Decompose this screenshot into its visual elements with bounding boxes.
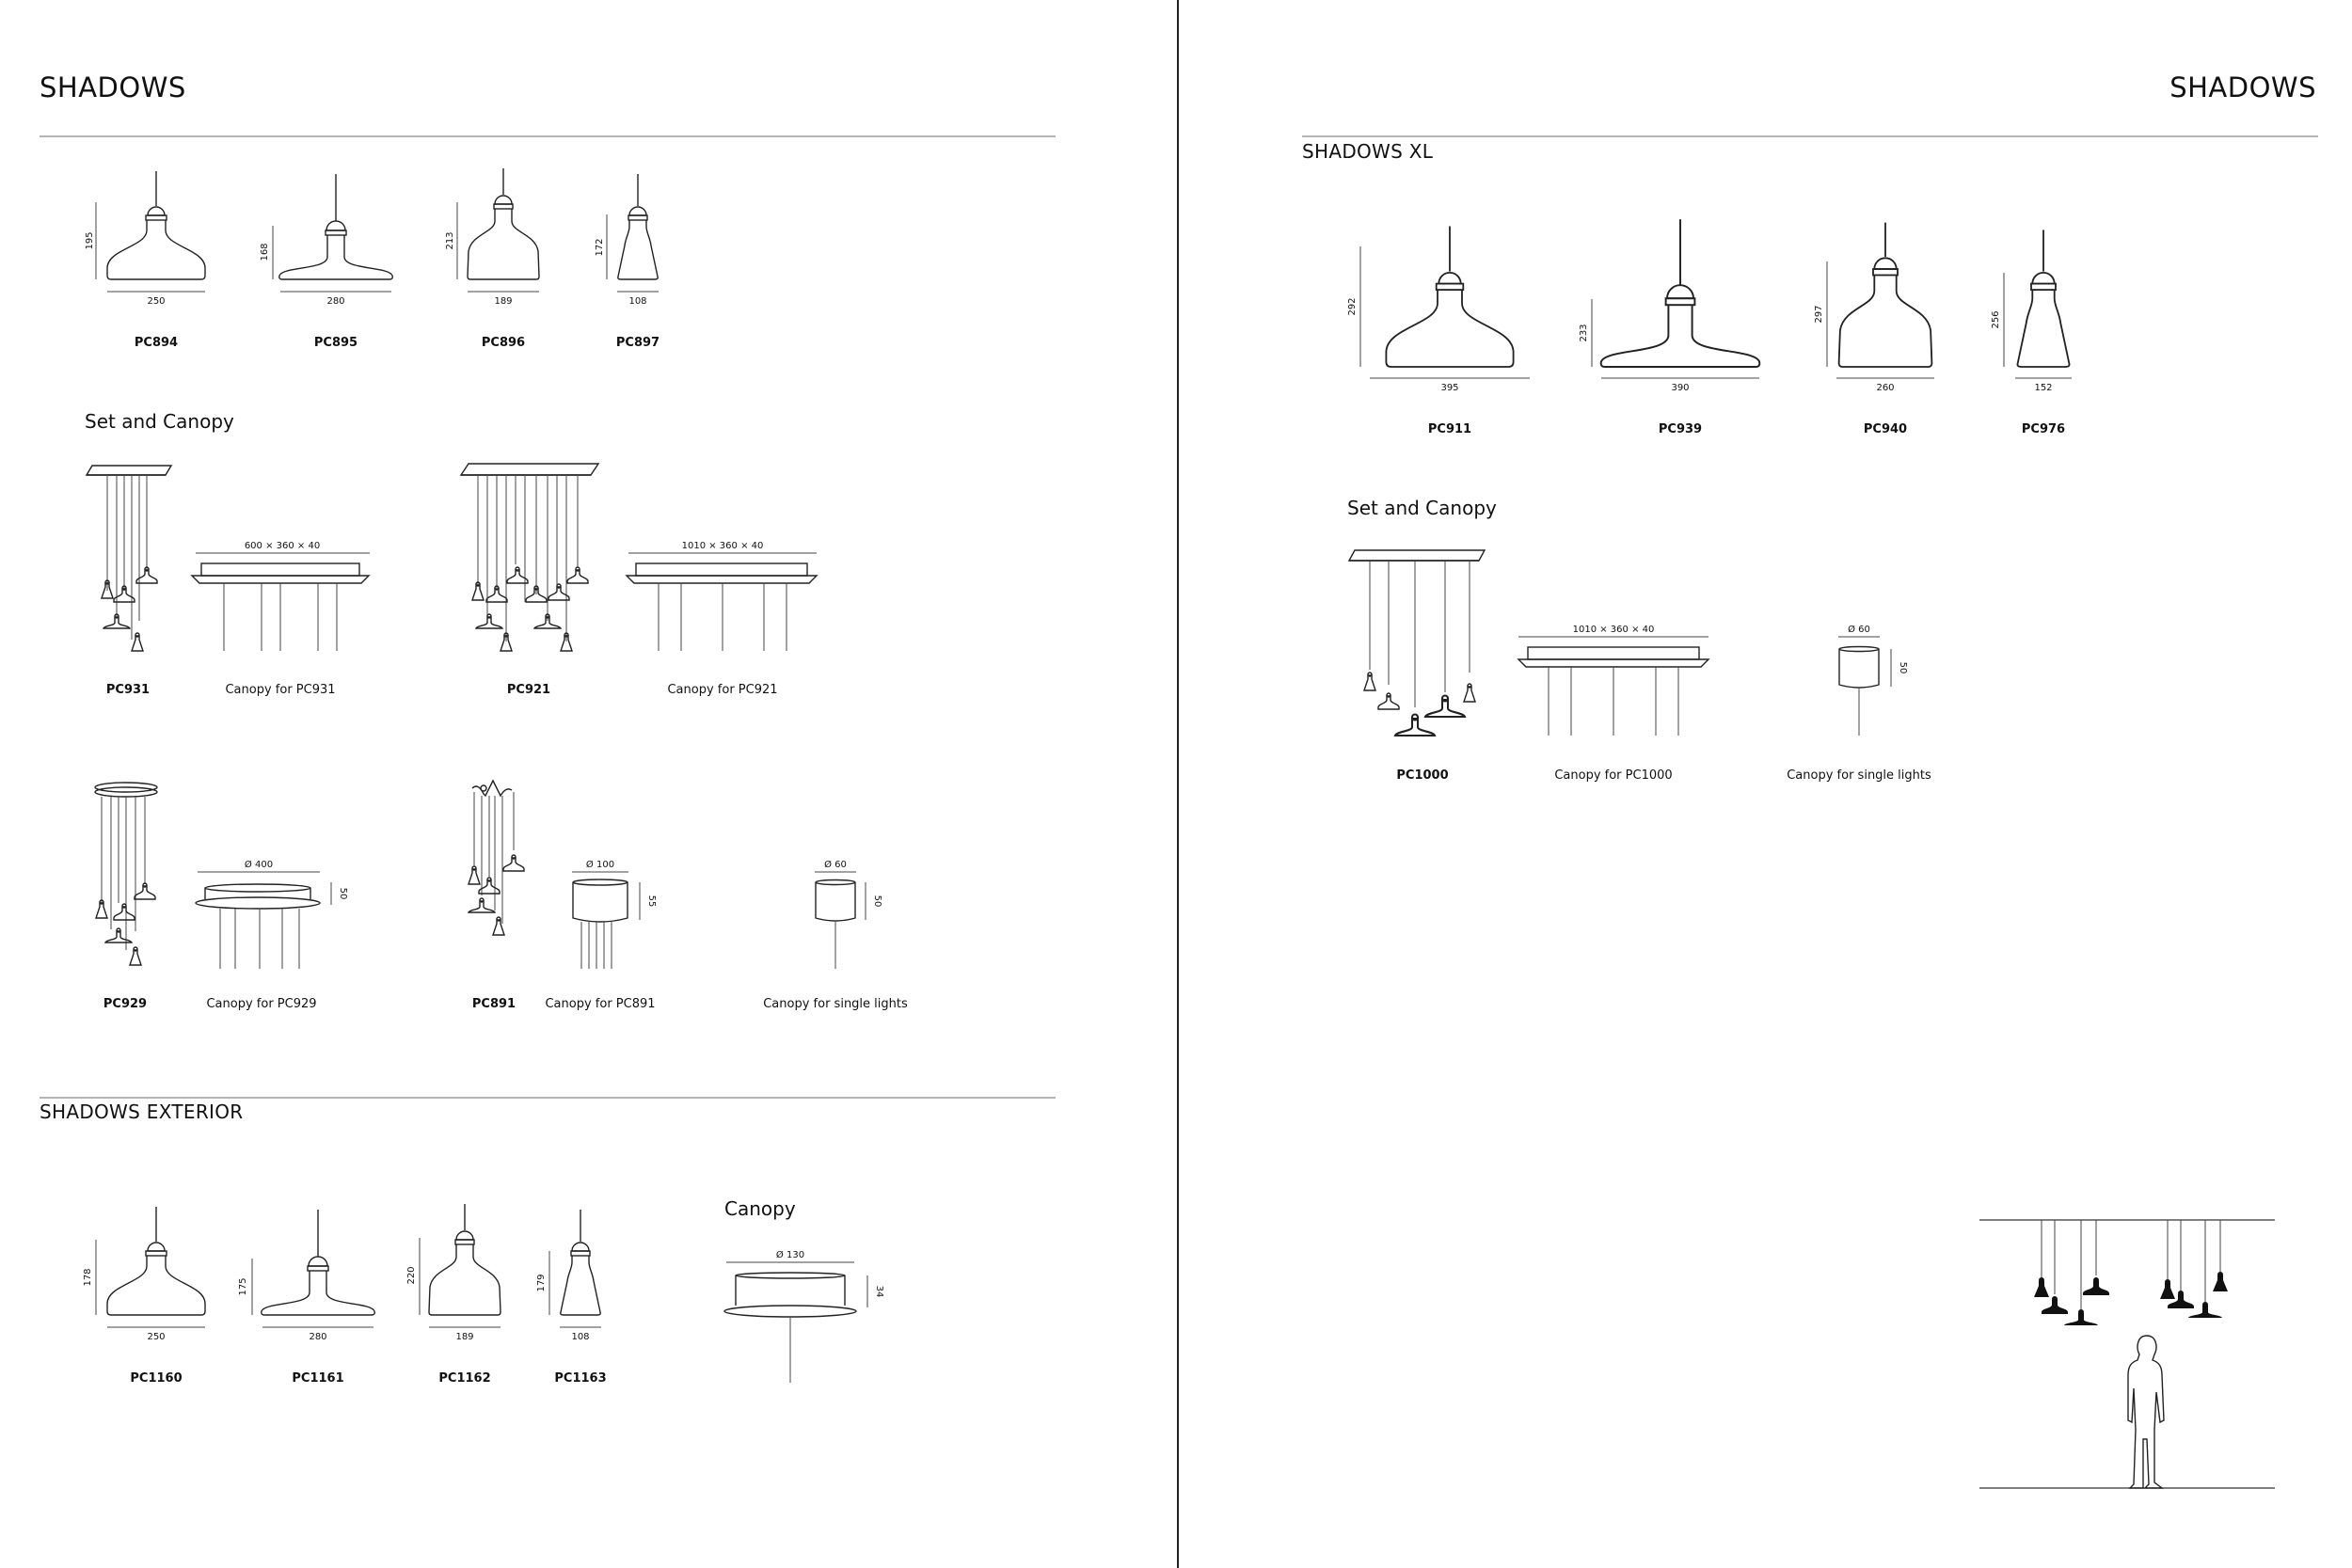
mini-lamp-icon <box>135 883 155 899</box>
svg-text:189: 189 <box>494 296 513 307</box>
svg-text:600 × 360 × 40: 600 × 360 × 40 <box>244 541 321 551</box>
mini-lamp-icon <box>132 633 143 651</box>
mini-lamp-icon <box>96 900 107 918</box>
human-silhouette-icon <box>2128 1336 2164 1488</box>
black-lamp-icon <box>2083 1277 2109 1295</box>
mini-lamp-icon <box>501 633 512 651</box>
svg-text:175: 175 <box>238 1277 248 1296</box>
svg-text:213: 213 <box>445 231 455 250</box>
svg-text:260: 260 <box>1876 383 1895 393</box>
svg-text:250: 250 <box>147 296 166 307</box>
canopy-pc931 <box>192 541 370 697</box>
pendant-pc911 <box>1347 227 1530 437</box>
pendant-lamp-icon <box>107 171 205 279</box>
svg-text:390: 390 <box>1671 383 1690 393</box>
svg-text:55: 55 <box>646 895 657 908</box>
canopy-pc891 <box>545 859 657 1011</box>
set-label: Canopy for PC891 <box>545 997 656 1011</box>
set-label: Canopy for PC929 <box>206 997 317 1011</box>
set-pc891 <box>469 781 524 1011</box>
svg-text:108: 108 <box>571 1332 590 1342</box>
product-code: PC911 <box>1427 422 1472 436</box>
svg-text:Ø 100: Ø 100 <box>585 860 615 870</box>
mini-lamp-icon <box>503 855 524 871</box>
svg-text:34: 34 <box>874 1285 884 1298</box>
xl-title: SHADOWS XL <box>1302 140 1434 163</box>
svg-text:Ø 60: Ø 60 <box>1848 625 1870 635</box>
mini-lamp-icon <box>472 582 484 600</box>
svg-text:50: 50 <box>1898 661 1908 674</box>
pendant-pc1161 <box>238 1210 374 1386</box>
set-label: PC891 <box>471 997 516 1011</box>
svg-text:297: 297 <box>1814 305 1824 324</box>
svg-text:256: 256 <box>1991 310 2001 329</box>
set-label: PC929 <box>103 997 148 1011</box>
mini-lamp-icon <box>1378 693 1399 709</box>
exterior-canopy-heading: Canopy <box>724 1197 796 1220</box>
product-code: PC896 <box>481 336 526 350</box>
pendant-lamp-icon <box>429 1204 501 1315</box>
product-code: PC1161 <box>292 1371 344 1386</box>
product-code: PC895 <box>313 336 358 350</box>
right-set-heading: Set and Canopy <box>1347 497 1497 519</box>
mini-lamp-icon <box>1464 684 1475 702</box>
pendant-pc1160 <box>83 1207 205 1386</box>
pendant-lamp-icon <box>1601 219 1760 367</box>
svg-text:179: 179 <box>536 1274 547 1292</box>
mini-lamp-icon <box>469 866 480 884</box>
mini-lamp-icon <box>114 904 135 920</box>
set-pc931 <box>87 466 171 697</box>
pendant-pc897 <box>595 174 660 350</box>
svg-text:189: 189 <box>455 1332 474 1342</box>
black-lamp-icon <box>2213 1272 2228 1291</box>
product-code: PC1162 <box>438 1371 491 1386</box>
black-lamp-icon <box>2042 1296 2068 1314</box>
product-code: PC894 <box>134 336 179 350</box>
pendant-pc894 <box>85 171 205 350</box>
mini-lamp-icon <box>469 898 495 912</box>
set-label: Canopy for single lights <box>763 997 908 1011</box>
pendant-pc940 <box>1814 223 1934 436</box>
pendant-pc896 <box>445 168 539 350</box>
svg-text:178: 178 <box>83 1268 93 1287</box>
svg-text:1010 × 360 × 40: 1010 × 360 × 40 <box>681 541 764 551</box>
pendant-lamp-icon <box>468 168 539 279</box>
product-code: PC940 <box>1863 422 1908 436</box>
set-label: PC931 <box>105 683 151 697</box>
canopy-pc921 <box>627 541 817 697</box>
pendant-lamp-icon <box>107 1207 205 1315</box>
mini-lamp-icon <box>130 947 141 965</box>
svg-text:1010 × 360 × 40: 1010 × 360 × 40 <box>1572 625 1655 635</box>
pendant-lamp-icon <box>279 174 392 279</box>
svg-text:195: 195 <box>85 231 95 250</box>
left-page-title: SHADOWS <box>40 71 186 103</box>
black-lamp-icon <box>2188 1302 2222 1318</box>
mini-lamp-icon <box>561 633 572 651</box>
black-lamp-icon <box>2034 1277 2049 1297</box>
mini-lamp-icon <box>567 567 588 583</box>
svg-text:280: 280 <box>309 1332 327 1342</box>
svg-text:172: 172 <box>595 238 605 257</box>
svg-text:50: 50 <box>338 887 348 900</box>
set-label: Canopy for PC931 <box>225 683 336 697</box>
svg-text:250: 250 <box>147 1332 166 1342</box>
product-code: PC939 <box>1658 422 1703 436</box>
pendant-lamp-icon <box>262 1210 374 1315</box>
set-label: Canopy for PC921 <box>667 683 778 697</box>
set-pc929 <box>95 783 157 1011</box>
svg-text:168: 168 <box>260 243 270 261</box>
mini-lamp-icon <box>103 614 130 628</box>
exterior-canopy <box>724 1249 884 1383</box>
exterior-title: SHADOWS EXTERIOR <box>40 1101 244 1123</box>
mini-lamp-icon <box>105 928 132 942</box>
svg-text:Ø 130: Ø 130 <box>775 1250 805 1260</box>
left-set-heading: Set and Canopy <box>85 410 234 433</box>
mini-lamp-icon <box>476 614 502 628</box>
mini-lamp-icon <box>486 586 507 602</box>
mini-lamp-icon <box>1364 673 1375 690</box>
black-lamp-icon <box>2064 1309 2098 1325</box>
pendant-pc976 <box>1991 230 2072 436</box>
set-pc1000 <box>1349 550 1485 783</box>
set-label: Canopy for single lights <box>1787 768 1931 783</box>
canopy-pc1000 <box>1518 625 1708 783</box>
svg-text:108: 108 <box>628 296 647 307</box>
canopy-single-lights-left <box>763 859 908 1011</box>
scale-scene <box>1979 1220 2275 1488</box>
product-code: PC976 <box>2021 422 2066 436</box>
pendant-lamp-icon <box>618 174 658 279</box>
svg-text:280: 280 <box>326 296 345 307</box>
pendant-lamp-icon <box>2017 230 2069 367</box>
set-label: PC1000 <box>1396 768 1449 783</box>
right-page-title: SHADOWS <box>2169 71 2316 103</box>
pendant-lamp-icon <box>561 1210 600 1315</box>
set-label: Canopy for PC1000 <box>1554 768 1673 783</box>
canopy-pc929 <box>196 859 348 1011</box>
set-label: PC921 <box>506 683 551 697</box>
svg-text:50: 50 <box>872 895 882 908</box>
svg-text:233: 233 <box>1579 324 1589 342</box>
product-code: PC1160 <box>130 1371 183 1386</box>
pendant-lamp-icon <box>1839 223 1932 367</box>
pendant-lamp-icon <box>1386 227 1513 368</box>
mini-lamp-icon <box>1425 696 1465 718</box>
svg-text:Ø 400: Ø 400 <box>244 860 274 870</box>
svg-text:292: 292 <box>1347 297 1358 316</box>
svg-text:395: 395 <box>1440 383 1459 393</box>
pendant-pc1163 <box>536 1210 607 1386</box>
pendant-pc1162 <box>406 1204 501 1386</box>
pendant-pc939 <box>1579 219 1759 436</box>
canopy-single-lights-right <box>1787 624 1931 783</box>
product-code: PC897 <box>615 336 660 350</box>
set-pc921 <box>461 464 598 697</box>
svg-text:Ø 60: Ø 60 <box>824 860 847 870</box>
svg-text:220: 220 <box>406 1266 417 1285</box>
svg-text:152: 152 <box>2034 383 2053 393</box>
product-code: PC1163 <box>554 1371 607 1386</box>
black-lamp-icon <box>2160 1279 2175 1299</box>
pendant-pc895 <box>260 174 392 350</box>
